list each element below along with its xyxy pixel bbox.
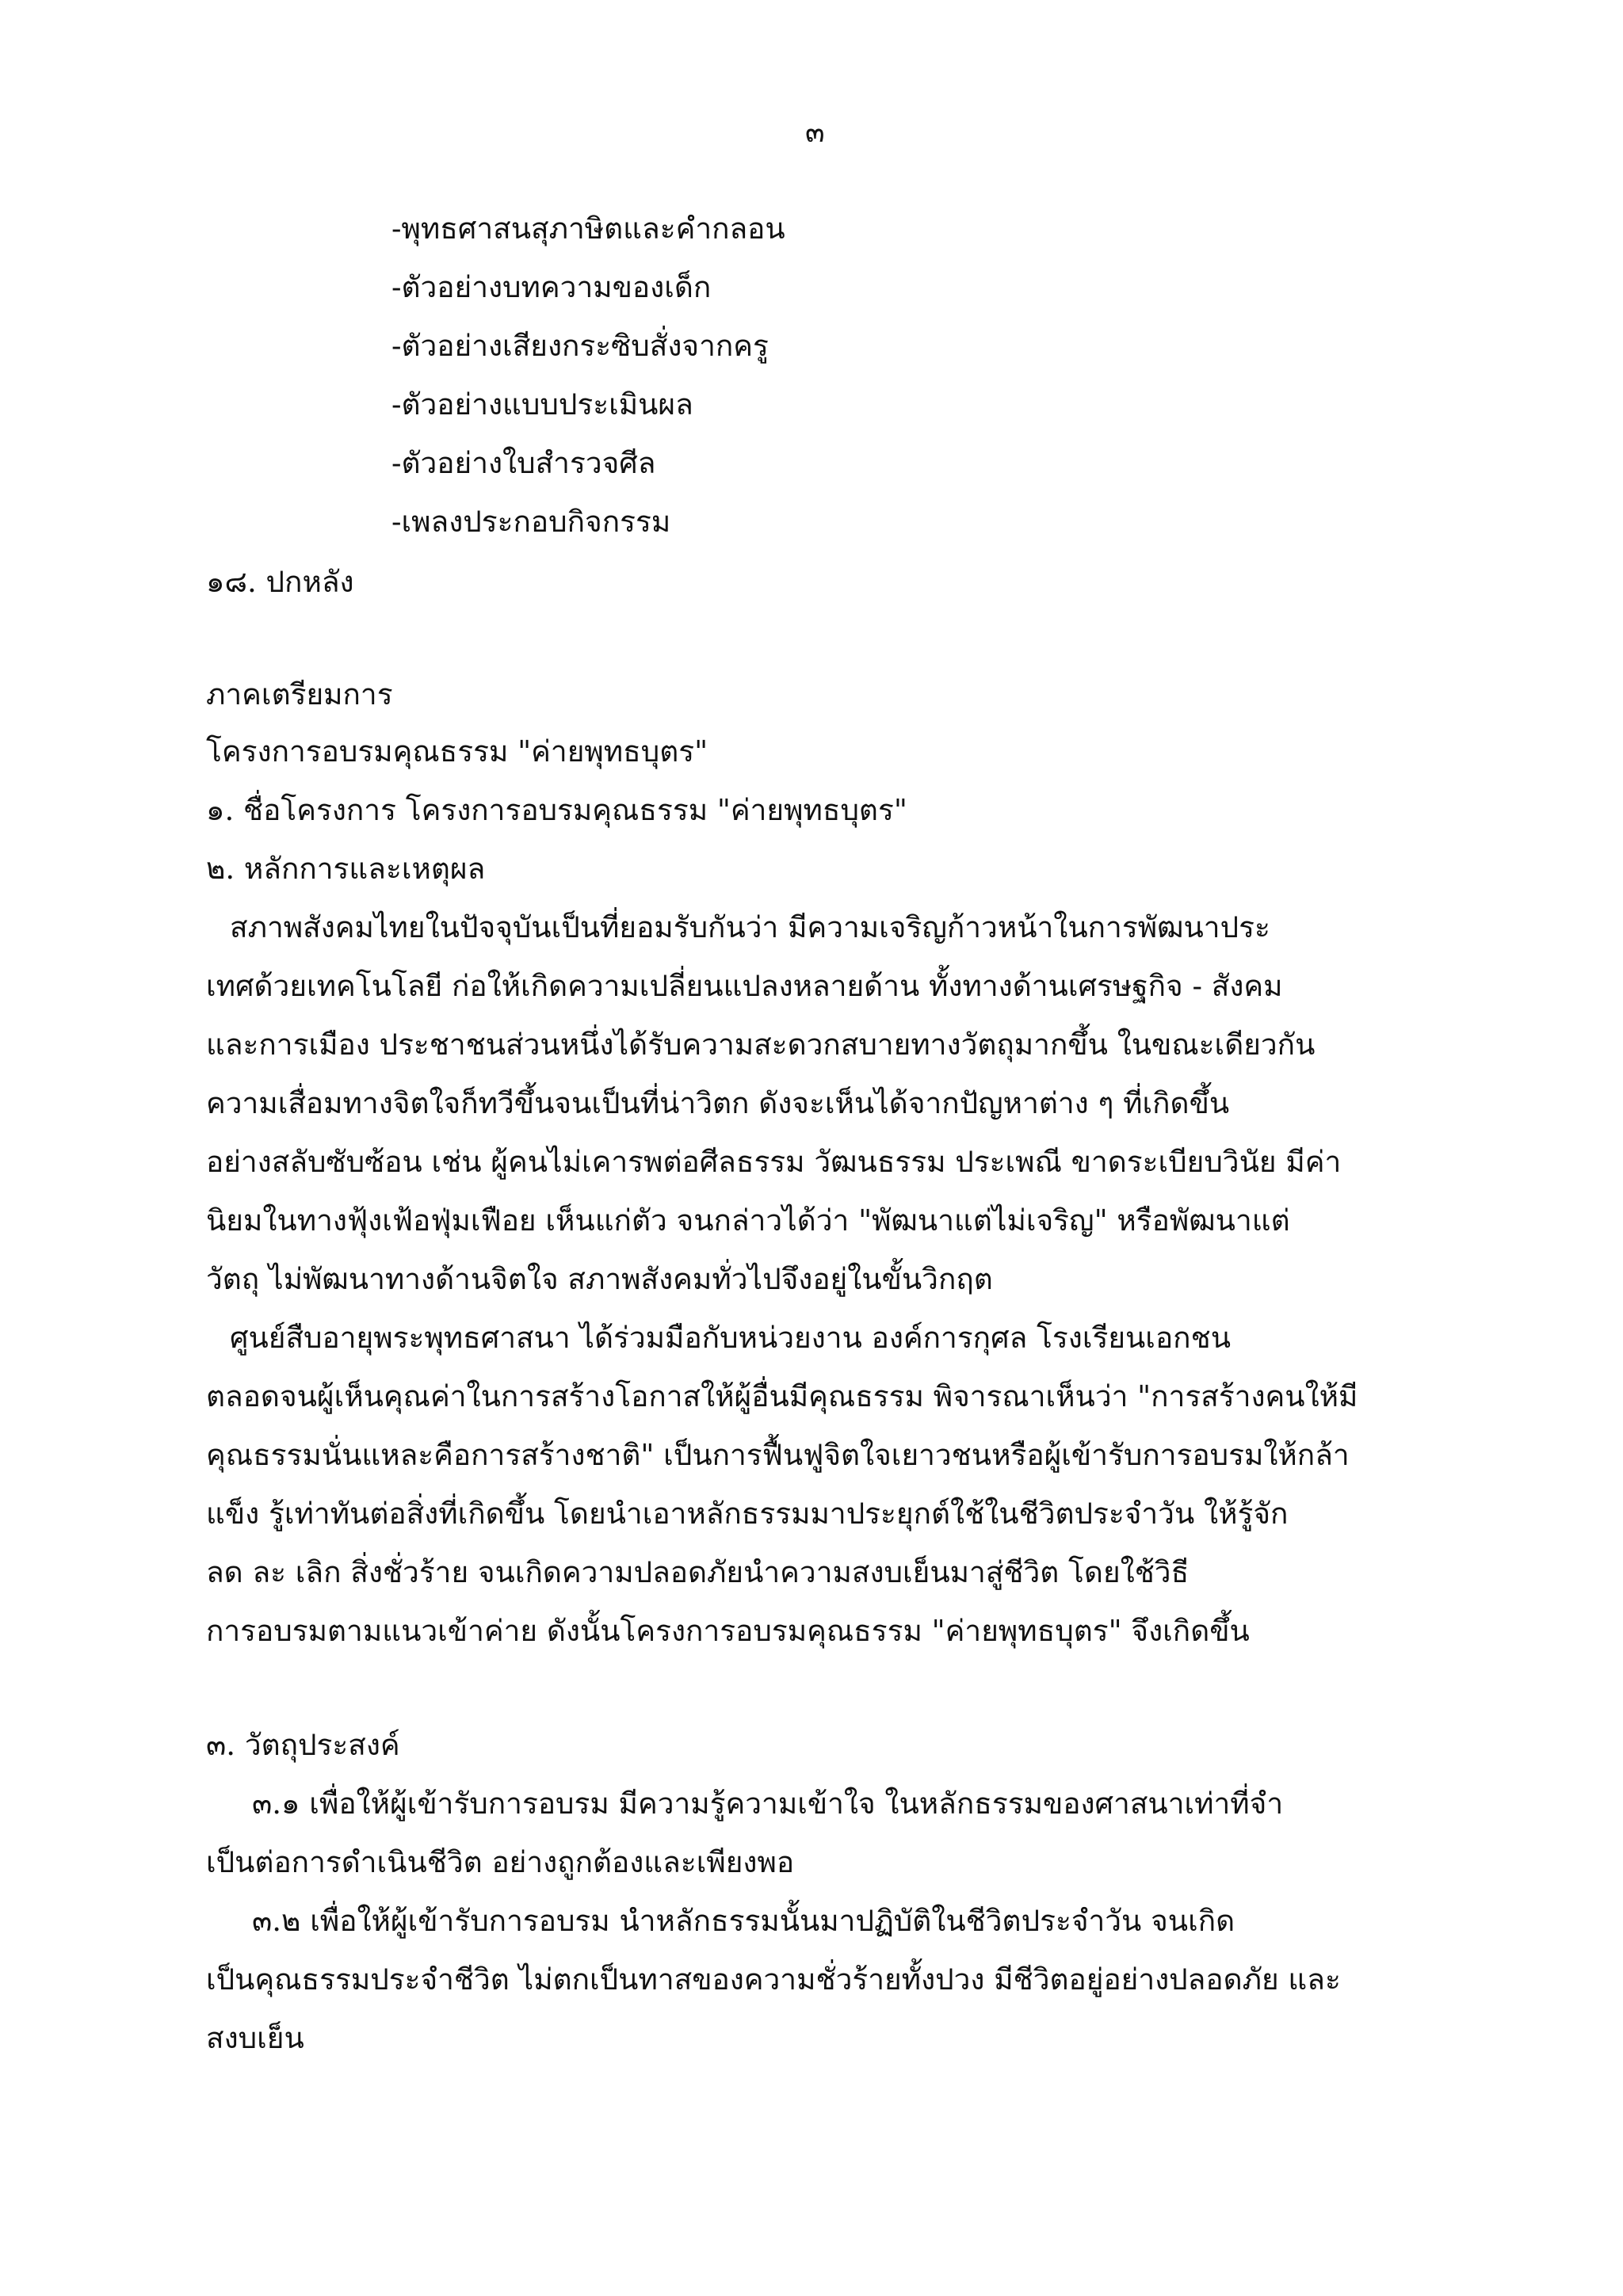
paragraph-line: คุณธรรมนั่นแหละคือการสร้างชาติ" เป็นการฟื้นฟูจิตใจเยาวชนหรือผู้เข้ารับการอบรมให้กล้า <box>206 1438 1350 1472</box>
paragraph-line: ลด ละ เลิก สิ่งชั่วร้าย จนเกิดความปลอดภัยนำความสงบเย็นมาสู่ชีวิต โดยใช้วิธี <box>206 1555 1190 1589</box>
paragraph-line: เทศด้วยเทคโนโลยี ก่อให้เกิดความเปลี่ยนแปลงหลายด้าน ทั้งทางด้านเศรษฐกิจ - สังคม <box>206 969 1283 1003</box>
heading-objectives: ๓. วัตถุประสงค์ <box>206 1728 400 1762</box>
appendix-item: -ตัวอย่างแบบประเมินผล <box>391 387 693 421</box>
appendix-item: -เพลงประกอบกิจกรรม <box>391 505 671 539</box>
paragraph-line: แข็ง รู้เท่าทันต่อสิ่งที่เกิดขึ้น โดยนำเอาหลักธรรมมาประยุกต์ใช้ในชีวิตประจำวัน ให้รู้จัก <box>206 1497 1289 1531</box>
paragraph-line: ความเสื่อมทางจิตใจก็ทวีขึ้นจนเป็นที่น่าวิตก ดังจะเห็นได้จากปัญหาต่าง ๆ ที่เกิดขึ้น <box>206 1086 1230 1120</box>
heading-project-name: ๑. ชื่อโครงการ โครงการอบรมคุณธรรม "ค่ายพุทธบุตร" <box>206 793 907 827</box>
appendix-item: -ตัวอย่างเสียงกระซิบสั่งจากครู <box>391 329 769 363</box>
paragraph-line: ศูนย์สืบอายุพระพุทธศาสนา ได้ร่วมมือกับหน่วยงาน องค์การกุศล โรงเรียนเอกชน <box>230 1321 1231 1355</box>
appendix-item: -ตัวอย่างใบสำรวจศีล <box>391 446 656 480</box>
paragraph-line: ตลอดจนผู้เห็นคุณค่าในการสร้างโอกาสให้ผู้อื่นมีคุณธรรม พิจารณาเห็นว่า "การสร้างคนให้มี <box>206 1379 1358 1413</box>
heading-rationale: ๒. หลักการและเหตุผล <box>206 852 486 886</box>
appendix-item: -พุทธศาสนสุภาษิตและคำกลอน <box>391 212 785 246</box>
page-number: ๓ <box>805 116 825 149</box>
paragraph-line: วัตถุ ไม่พัฒนาทางด้านจิตใจ สภาพสังคมทั่วไปจึงอยู่ในขั้นวิกฤต <box>206 1262 993 1296</box>
paragraph-line: การอบรมตามแนวเข้าค่าย ดังนั้นโครงการอบรมคุณธรรม "ค่ายพุทธบุตร" จึงเกิดขึ้น <box>206 1614 1250 1648</box>
paragraph-line: อย่างสลับซับซ้อน เช่น ผู้คนไม่เคารพต่อศีลธรรม วัฒนธรรม ประเพณี ขาดระเบียบวินัย มีค่า <box>206 1145 1342 1179</box>
section-title: ภาคเตรียมการ <box>206 677 393 711</box>
back-cover-heading: ๑๘. ปกหลัง <box>206 565 354 599</box>
paragraph-line: สภาพสังคมไทยในปัจจุบันเป็นที่ยอมรับกันว่า มีความเจริญก้าวหน้าในการพัฒนาประ <box>230 910 1270 944</box>
objective-line: เป็นต่อการดำเนินชีวิต อย่างถูกต้องและเพียงพอ <box>206 1845 795 1879</box>
paragraph-line: และการเมือง ประชาชนส่วนหนึ่งได้รับความสะดวกสบายทางวัตถุมากขึ้น ในขณะเดียวกัน <box>206 1028 1316 1062</box>
objective-line: เป็นคุณธรรมประจำชีวิต ไม่ตกเป็นทาสของความชั่วร้ายทั้งปวง มีชีวิตอยู่อย่างปลอดภัย และ <box>206 1962 1341 1997</box>
paragraph-line: นิยมในทางฟุ้งเฟ้อฟุ่มเฟือย เห็นแก่ตัว จนกล่าวได้ว่า "พัฒนาแต่ไม่เจริญ" หรือพัฒนาแต่ <box>206 1203 1290 1238</box>
appendix-item: -ตัวอย่างบทความของเด็ก <box>391 270 712 304</box>
objective-line: ๓.๑ เพื่อให้ผู้เข้ารับการอบรม มีความรู้ความเข้าใจ ในหลักธรรมของศาสนาเท่าที่จำ <box>252 1787 1284 1821</box>
objective-line: สงบเย็น <box>206 2021 304 2055</box>
objective-line: ๓.๒ เพื่อให้ผู้เข้ารับการอบรม นำหลักธรรมนั้นมาปฏิบัติในชีวิตประจำวัน จนเกิด <box>252 1904 1235 1938</box>
project-title: โครงการอบรมคุณธรรม "ค่ายพุทธบุตร" <box>206 734 708 769</box>
